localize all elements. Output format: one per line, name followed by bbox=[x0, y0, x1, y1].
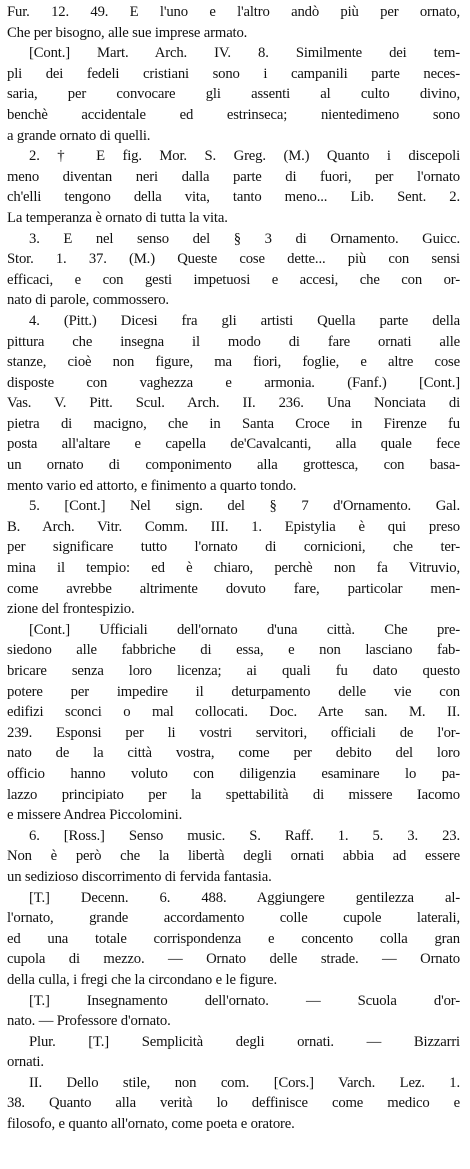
text-line: posta all'altare e capella de'Cavalcanti, alla quale fece bbox=[7, 436, 460, 453]
text-line: ornati. bbox=[7, 1054, 44, 1071]
text-line: 5. [Cont.] Nel sign. del § 7 d'Ornamento. Gal. bbox=[29, 498, 460, 515]
text-line: disposte con vaghezza e armonia. (Fanf.) [Cont.] bbox=[7, 374, 460, 391]
text-line: lazzo principiato per la spettabilità di missere Iacomo bbox=[7, 786, 460, 803]
text-line: l'ornato, grande accordamento colle cupole laterali, bbox=[7, 910, 460, 927]
text-line: [T.] Insegnamento dell'ornato. — Scuola d'or- bbox=[29, 992, 460, 1009]
text-line: [T.] Decenn. 6. 488. Aggiungere gentilezza al- bbox=[29, 889, 460, 906]
text-line: Plur. [T.] Semplicità degli ornati. — Bizzarri bbox=[29, 1033, 460, 1050]
text-line: pli dei fedeli cristiani sono i campanili parte neces- bbox=[7, 65, 460, 82]
text-line: B. Arch. Vitr. Comm. III. 1. Epistylia è qui preso bbox=[7, 518, 460, 535]
text-line: 6. [Ross.] Senso music. S. Raff. 1. 5. 3. 23. bbox=[29, 827, 460, 844]
text-line: 3. E nel senso del § 3 di Ornamento. Guicc. bbox=[29, 230, 460, 247]
text-line: II. Dello stile, non com. [Cors.] Varch. Lez. 1. bbox=[29, 1074, 460, 1091]
text-line: officio hanno voluto con diligenzia esaminare lo pa- bbox=[7, 765, 460, 782]
text-line: stanze, cioè non figure, ma fiori, foglie, e altre cose bbox=[7, 354, 460, 371]
text-line: meno diventan neri dalla parte di fuori, per l'ornato bbox=[7, 168, 460, 185]
text-line: Stor. 1. 37. (M.) Queste cose dette... più con sensi bbox=[7, 251, 460, 268]
text-line: zione del frontespizio. bbox=[7, 601, 135, 618]
text-line: Fur. 12. 49. E l'uno e l'altro andò più per ornato, bbox=[7, 4, 460, 20]
text-line: ch'elli tengono della vita, tanto meno... Lib. Sent. 2. bbox=[7, 189, 460, 206]
text-line: come avrebbe altrimente dovuto fare, particolar men- bbox=[7, 580, 460, 597]
text-line: Vas. V. Pitt. Scul. Arch. II. 236. Una Nonciata di bbox=[7, 395, 460, 412]
text-line: un ornato di componimento alla grottesca, con basa- bbox=[7, 457, 460, 474]
text-line: ed una totale corrispondenza e concento colla gran bbox=[7, 930, 460, 947]
text-line: 2. † E fig. Mor. S. Greg. (M.) Quanto i discepoli bbox=[29, 148, 460, 165]
text-line: Che per bisogno, alle sue imprese armato. bbox=[7, 24, 248, 41]
text-line: cupola di mezzo. — Ornato delle strade. — Ornato bbox=[7, 951, 460, 968]
text-line: pietra di macigno, che in Santa Croce in Firenze fu bbox=[7, 415, 460, 432]
text-line: benchè accidentale ed estrinseca; nientedimeno sono bbox=[7, 106, 460, 123]
text-line: La temperanza è ornato di tutta la vita. bbox=[7, 209, 228, 226]
text-line: 4. (Pitt.) Dicesi fra gli artisti Quella parte della bbox=[29, 312, 460, 329]
text-line: per significare tutto l'ornato di cornicioni, che ter- bbox=[7, 539, 460, 556]
text-line: saria, per convocare gli assenti al culto divino, bbox=[7, 86, 460, 103]
text-line: pittura che insegna il modo di fare ornati alle bbox=[7, 333, 460, 350]
text-line: potere per impedire il deturpamento delle vie con bbox=[7, 683, 460, 700]
text-line: efficaci, e con gesti impetuosi e accesi, che con or- bbox=[7, 271, 460, 288]
text-line: della culla, i fregi che la circondano e le figure. bbox=[7, 971, 278, 988]
text-line: [Cont.] Ufficiali dell'ornato d'una città. Che pre- bbox=[29, 621, 460, 638]
text-line: siedono alle fabbriche di essa, e non lasciano fab- bbox=[7, 642, 460, 659]
text-line: filosofo, e quanto all'ornato, come poeta e oratore. bbox=[7, 1116, 295, 1133]
text-line: a grande ornato di quelli. bbox=[7, 127, 151, 144]
text-line: e missere Andrea Piccolomini. bbox=[7, 807, 183, 824]
text-line: nato di parole, commossero. bbox=[7, 292, 169, 309]
text-line: mina il tempio: ed è chiaro, perchè non fa Vitruvio, bbox=[7, 560, 460, 577]
text-line: nato. — Professore d'ornato. bbox=[7, 1013, 171, 1030]
text-line: 239. Esponsi per li vostri servitori, officiali de l'or- bbox=[7, 724, 460, 741]
text-line: Non è però che la libertà degli ornati abbia ad essere bbox=[7, 848, 460, 865]
text-line: nato de la città vostra, come per debito del loro bbox=[7, 745, 460, 762]
text-line: un sedizioso discorrimento di fervida fantasia. bbox=[7, 868, 272, 885]
text-line: edifizi sconci o mal collocati. Doc. Arte san. M. II. bbox=[7, 704, 460, 721]
text-line: bricare senza loro licenza; ai quali fu dato questo bbox=[7, 663, 460, 679]
text-line: mento vario ed attorto, e finimento a quarto tondo. bbox=[7, 477, 297, 494]
text-line: 38. Quanto alla verità lo deffinisce come medico e bbox=[7, 1095, 460, 1112]
text-line: [Cont.] Mart. Arch. IV. 8. Similmente dei tem- bbox=[29, 45, 460, 62]
